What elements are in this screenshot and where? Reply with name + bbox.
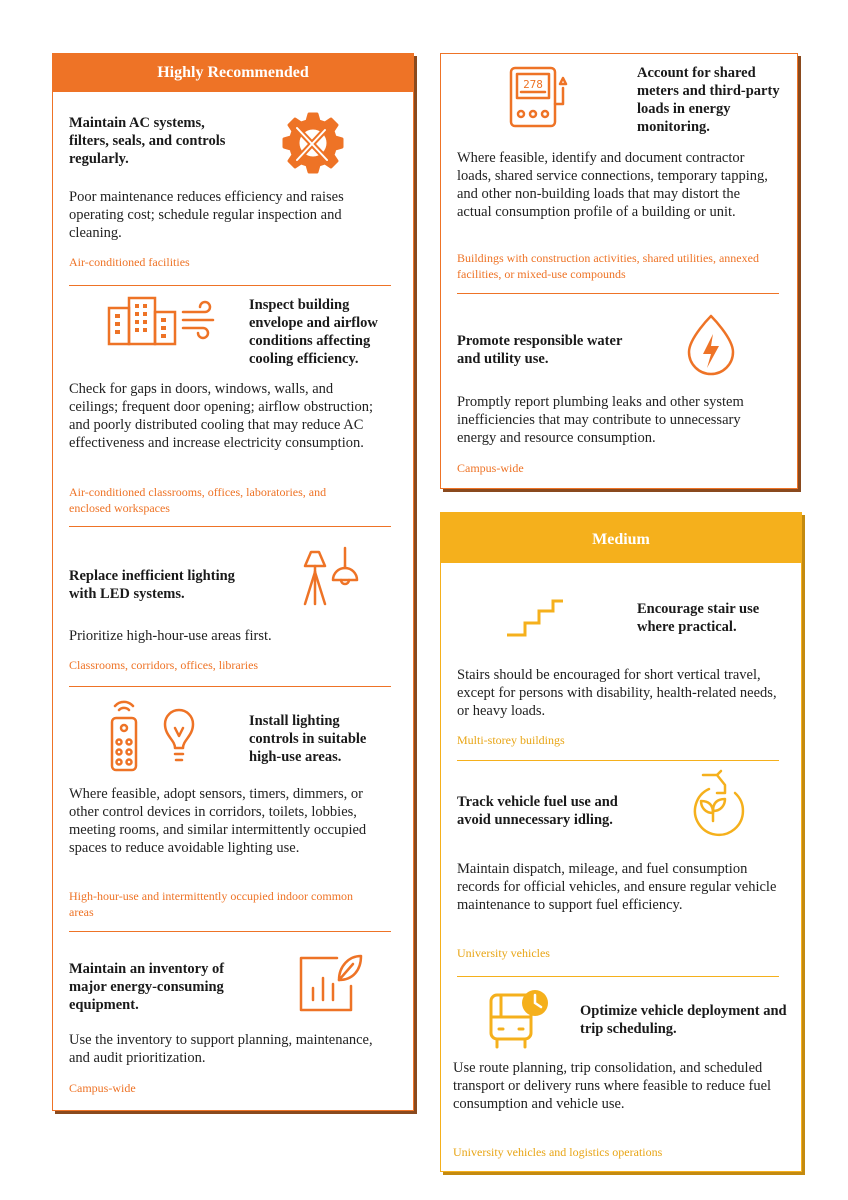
item-description: Check for gaps in doors, windows, walls, and ceilings; frequent door opening; airflow obstruction; and poorly distributed cooling that may reduce AC effectiveness and increase electricity consumption.	[69, 381, 374, 451]
item-description: Prioritize high-hour-use areas first.	[69, 628, 272, 644]
divider	[457, 976, 779, 977]
divider	[69, 686, 391, 687]
item-title: Replace inefficient lighting with LED systems.	[69, 568, 235, 602]
panel-header-highly-recommended: Highly Recommended	[53, 54, 413, 92]
item-description: Use the inventory to support planning, maintenance, and audit prioritization.	[69, 1032, 373, 1066]
item-scope: Campus-wide	[69, 1081, 136, 1095]
water-energy-drop-icon	[681, 312, 741, 378]
item-scope: High-hour-use and intermittently occupied indoor common areas	[69, 889, 354, 919]
item-title: Inspect building envelope and airflow conditions affecting cooling efficiency.	[249, 297, 378, 367]
item-description: Promptly report plumbing leaks and other system inefficiencies that may contribute to unnecessary energy and resource consumption.	[457, 394, 744, 446]
item-title: Maintain AC systems, filters, seals, and controls regularly.	[69, 115, 226, 167]
divider	[457, 293, 779, 294]
item-title: Maintain an inventory of major energy-consuming equipment.	[69, 961, 225, 1013]
item-scope: Buildings with construction activities, shared utilities, annexed facilities, or mixed-use compounds	[457, 251, 759, 281]
bus-clock-icon	[487, 987, 553, 1051]
item-title: Install lighting controls in suitable high-use areas.	[249, 713, 367, 765]
item-scope: Air-conditioned facilities	[69, 255, 190, 269]
chart-leaf-icon	[297, 952, 363, 1014]
lamp-icon	[299, 546, 363, 610]
remote-bulb-icon	[107, 696, 203, 772]
item-scope: Air-conditioned classrooms, offices, laboratories, and enclosed workspaces	[69, 485, 327, 515]
item-title: Promote responsible water and utility use.	[457, 333, 623, 367]
medium-panel	[440, 512, 802, 1172]
divider	[69, 526, 391, 527]
item-title: Optimize vehicle deployment and trip scheduling.	[580, 1003, 787, 1037]
divider	[69, 285, 391, 286]
item-scope: University vehicles and logistics operations	[453, 1145, 663, 1159]
meter-icon	[507, 64, 573, 130]
item-description: Poor maintenance reduces efficiency and raises operating cost; schedule regular inspection and cleaning.	[69, 189, 344, 241]
wrench-gear-icon	[275, 108, 349, 182]
item-title: Account for shared meters and third-party loads in energy monitoring.	[637, 65, 780, 135]
item-title: Track vehicle fuel use and avoid unnecessary idling.	[457, 794, 618, 828]
item-scope: University vehicles	[457, 946, 550, 960]
item-description: Where feasible, adopt sensors, timers, dimmers, or other control devices in corridors, toilets, lobbies, meeting rooms, and similar intermittently occupied spaces to reduce avoidable lighting use.	[69, 786, 367, 856]
divider	[69, 931, 391, 932]
item-description: Stairs should be encouraged for short vertical travel, except for persons with disability, health-related needs, or heavy loads.	[457, 667, 777, 719]
building-airflow-icon	[107, 296, 217, 346]
item-description: Maintain dispatch, mileage, and fuel consumption records for official vehicles, and ensure regular vehicle maintenance to support fuel efficiency.	[457, 861, 777, 913]
panel-header-medium: Medium	[441, 513, 801, 563]
item-scope: Multi-storey buildings	[457, 733, 565, 747]
item-scope: Campus-wide	[457, 461, 524, 475]
item-description: Where feasible, identify and document contractor loads, shared service connections, temporary tapping, and other non-building loads that may distort the actual consumption profile of a building or unit.	[457, 150, 768, 220]
meter-display-readout: 278	[523, 78, 543, 91]
stairs-icon	[505, 599, 565, 639]
highly-recommended-continued-panel	[440, 53, 798, 489]
item-scope: Classrooms, corridors, offices, libraries	[69, 658, 259, 672]
item-description: Use route planning, trip consolidation, and scheduled transport or delivery runs where feasible to reduce fuel consumption and vehicle use.	[453, 1060, 772, 1112]
highly-recommended-panel	[52, 53, 414, 1111]
divider	[457, 760, 779, 761]
item-title: Encourage stair use where practical.	[637, 601, 760, 635]
fuel-nozzle-leaf-icon	[681, 769, 747, 839]
